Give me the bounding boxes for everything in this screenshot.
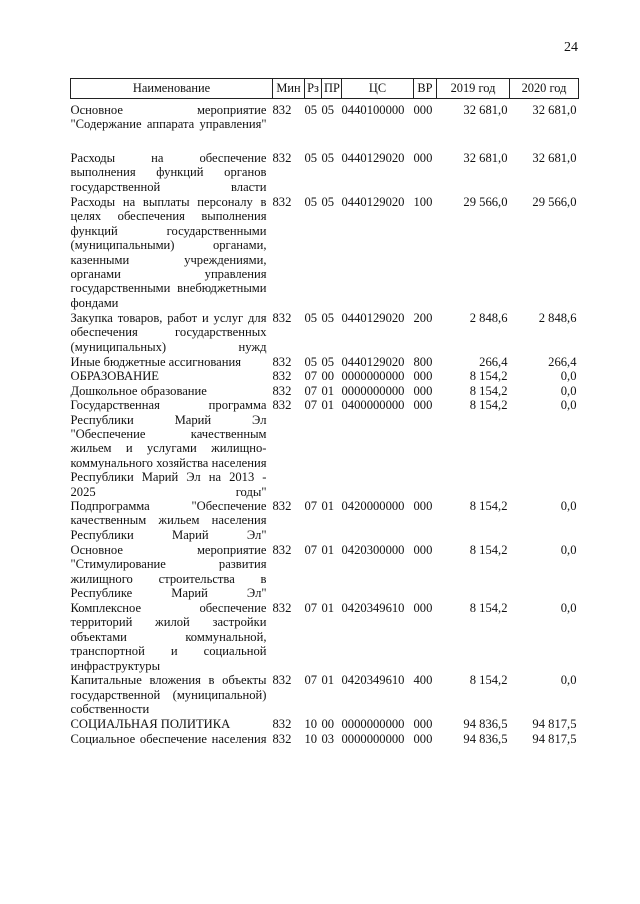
cell-pr: 05 — [321, 195, 335, 209]
cell-rz: 07 — [304, 601, 318, 616]
table-row — [71, 151, 579, 195]
cell-name: Комплексное обеспечение территорий жилой застройки объектами коммунальной, транспортной и социальной инфраструктуры — [70, 601, 267, 673]
cell-pr: 01 — [321, 601, 335, 616]
table-row — [71, 601, 579, 673]
cell-min: 832 — [272, 601, 292, 616]
cell-y2020: 0,0 — [560, 369, 577, 384]
table-row — [71, 717, 579, 731]
cell-name: Иные бюджетные ассигнования — [70, 355, 242, 369]
cell-y2019: 2 848,6 — [469, 311, 508, 325]
cell-cs: 0440129020 — [341, 355, 405, 369]
cell-y2019: 32 681,0 — [463, 151, 508, 165]
cell-cs: 0400000000 — [341, 398, 405, 413]
cell-y2020: 0,0 — [560, 499, 577, 514]
cell-min: 832 — [272, 195, 292, 209]
page-number: 24 — [564, 40, 578, 55]
cell-rz: 05 — [304, 311, 318, 325]
cell-cs: 0440129020 — [341, 311, 405, 325]
cell-y2019: 32 681,0 — [463, 103, 508, 117]
cell-rz: 07 — [304, 673, 318, 688]
cell-y2019: 8 154,2 — [469, 398, 508, 413]
cell-vr: 000 — [413, 103, 433, 117]
cell-min: 832 — [272, 383, 292, 398]
cell-y2019: 266,4 — [479, 355, 508, 369]
cell-y2020: 32 681,0 — [532, 103, 577, 117]
table-body — [71, 99, 579, 762]
header-pr: ПР — [322, 79, 342, 99]
cell-min: 832 — [272, 355, 292, 369]
cell-y2020: 0,0 — [560, 543, 577, 558]
cell-cs: 0000000000 — [341, 731, 405, 746]
cell-min: 832 — [272, 731, 292, 746]
header-name: Наименование — [71, 79, 273, 99]
cell-min: 832 — [272, 543, 292, 558]
cell-min: 832 — [272, 311, 292, 325]
table-row — [71, 543, 579, 601]
cell-min: 832 — [272, 673, 292, 688]
cell-pr: 01 — [321, 673, 335, 688]
cell-y2020: 266,4 — [548, 355, 577, 369]
cell-vr: 000 — [413, 499, 433, 514]
cell-pr: 05 — [321, 355, 335, 369]
cell-vr: 400 — [413, 673, 433, 688]
cell-rz: 05 — [304, 151, 318, 165]
cell-name: Государственная программа Республики Марий Эл "Обеспечение качественным жильем и услугами жилищно-коммунального хозяйства населения Республики Марий Эл на 2013 - 2025 годы" — [70, 398, 267, 499]
header-2019: 2019 год — [437, 79, 510, 99]
table-row — [71, 99, 579, 152]
cell-cs: 0420300000 — [341, 543, 405, 558]
cell-cs: 0000000000 — [341, 383, 405, 398]
cell-rz: 07 — [304, 383, 318, 398]
cell-pr: 01 — [321, 499, 335, 514]
cell-cs: 0000000000 — [341, 369, 405, 384]
cell-min: 832 — [272, 499, 292, 514]
cell-cs: 0420349610 — [341, 601, 405, 616]
table-row — [71, 673, 579, 717]
cell-rz: 07 — [304, 499, 318, 514]
table-row — [71, 311, 579, 355]
header-min: Мин — [273, 79, 305, 99]
cell-name: Основное мероприятие "Стимулирование развития жилищного строительства в Республике Марий Эл" — [70, 543, 267, 601]
cell-y2020: 94 817,5 — [532, 717, 577, 732]
cell-min: 832 — [272, 369, 292, 384]
cell-vr: 000 — [413, 383, 433, 398]
cell-pr: 05 — [321, 311, 335, 325]
cell-cs: 0440129020 — [341, 195, 405, 209]
cell-rz: 10 — [304, 717, 318, 732]
table-row — [71, 355, 579, 369]
cell-name: Основное мероприятие "Содержание аппарата управления" — [70, 103, 267, 132]
cell-y2019: 8 154,2 — [469, 383, 508, 398]
cell-name: Социальное обеспечение населения — [70, 731, 267, 746]
cell-min: 832 — [272, 151, 292, 165]
cell-vr: 800 — [413, 355, 433, 369]
cell-vr: 100 — [413, 195, 433, 209]
cell-cs: 0440129020 — [341, 151, 405, 165]
cell-pr: 01 — [321, 398, 335, 413]
cell-cs: 0000000000 — [341, 717, 405, 732]
cell-rz: 05 — [304, 195, 318, 209]
cell-rz: 05 — [304, 355, 318, 369]
cell-cs: 0440100000 — [341, 103, 405, 117]
table-row — [71, 398, 579, 499]
cell-name: Дошкольное образование — [70, 383, 207, 398]
cell-vr: 200 — [413, 311, 433, 325]
cell-name: Закупка товаров, работ и услуг для обеспечения государственных (муниципальных) нужд — [70, 311, 267, 354]
cell-y2019: 94 836,5 — [463, 717, 508, 732]
cell-y2019: 8 154,2 — [469, 369, 508, 384]
header-cs: ЦС — [342, 79, 414, 99]
cell-name: Подпрограмма "Обеспечение качественным жильем населения Республики Марий Эл" — [70, 499, 267, 542]
cell-y2019: 8 154,2 — [469, 601, 508, 616]
cell-y2019: 8 154,2 — [469, 673, 508, 688]
cell-vr: 000 — [413, 731, 433, 746]
cell-rz: 07 — [304, 398, 318, 413]
cell-y2020: 29 566,0 — [532, 195, 577, 209]
table-row — [71, 732, 579, 762]
cell-name: Расходы на обеспечение выполнения функций органов государственной власти — [70, 151, 267, 194]
cell-vr: 000 — [413, 717, 433, 732]
cell-cs: 0420000000 — [341, 499, 405, 514]
cell-rz: 07 — [304, 369, 318, 384]
table-row — [71, 384, 579, 398]
cell-pr: 01 — [321, 543, 335, 558]
cell-y2019: 94 836,5 — [463, 731, 508, 746]
cell-name: ОБРАЗОВАНИЕ — [70, 369, 159, 384]
cell-pr: 01 — [321, 383, 335, 398]
cell-name: Капитальные вложения в объекты государственной (муниципальной) собственности — [70, 673, 267, 716]
cell-rz: 05 — [304, 103, 318, 117]
table-row — [71, 195, 579, 311]
cell-name: СОЦИАЛЬНАЯ ПОЛИТИКА — [70, 717, 231, 732]
header-rz: Рз — [305, 79, 322, 99]
cell-y2020: 94 817,5 — [532, 731, 577, 746]
cell-pr: 05 — [321, 103, 335, 117]
table-header-row — [71, 79, 579, 99]
cell-min: 832 — [272, 398, 292, 413]
budget-table — [70, 78, 579, 762]
cell-y2020: 0,0 — [560, 601, 577, 616]
cell-pr: 03 — [321, 731, 335, 746]
cell-vr: 000 — [413, 601, 433, 616]
cell-rz: 07 — [304, 543, 318, 558]
cell-rz: 10 — [304, 731, 318, 746]
cell-y2020: 32 681,0 — [532, 151, 577, 165]
header-vr: ВР — [414, 79, 437, 99]
cell-y2019: 29 566,0 — [463, 195, 508, 209]
cell-y2019: 8 154,2 — [469, 499, 508, 514]
cell-y2020: 0,0 — [560, 673, 577, 688]
cell-vr: 000 — [413, 369, 433, 384]
cell-vr: 000 — [413, 398, 433, 413]
cell-pr: 00 — [321, 717, 335, 732]
cell-y2020: 2 848,6 — [538, 311, 577, 325]
cell-name: Расходы на выплаты персоналу в целях обеспечения выполнения функций государственными (муниципальными) органами, казенными учреждениями, органами управления государственными внебюджетными фондами — [70, 195, 267, 310]
cell-pr: 00 — [321, 369, 335, 384]
cell-y2020: 0,0 — [560, 383, 577, 398]
cell-min: 832 — [272, 103, 292, 117]
cell-vr: 000 — [413, 151, 433, 165]
cell-pr: 05 — [321, 151, 335, 165]
header-2020: 2020 год — [510, 79, 579, 99]
cell-y2020: 0,0 — [560, 398, 577, 413]
cell-min: 832 — [272, 717, 292, 732]
table-row — [71, 499, 579, 543]
table-row — [71, 369, 579, 383]
cell-y2019: 8 154,2 — [469, 543, 508, 558]
cell-cs: 0420349610 — [341, 673, 405, 688]
cell-vr: 000 — [413, 543, 433, 558]
